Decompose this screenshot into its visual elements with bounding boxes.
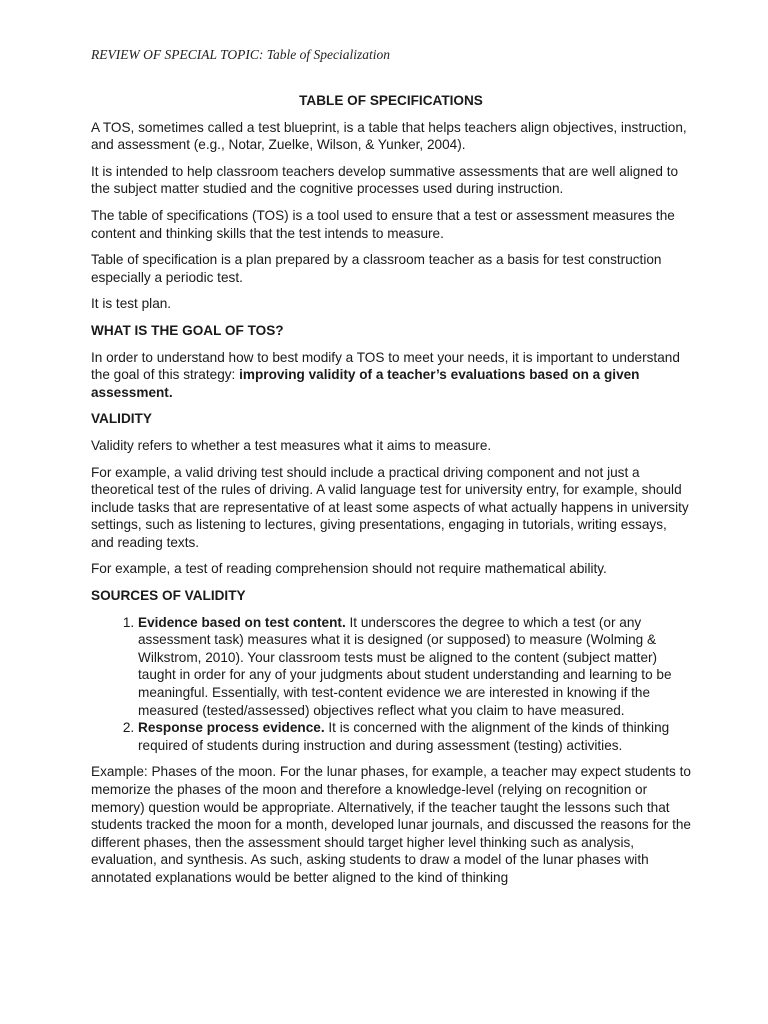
list-item-text: It is concerned with the alignment of the kinds of thinking required of students during instruction and during assessment (testing) activities. <box>138 720 670 753</box>
document-title: TABLE OF SPECIFICATIONS <box>299 93 483 108</box>
sources-heading: SOURCES OF VALIDITY <box>91 588 246 604</box>
intro-paragraph: It is intended to help classroom teachers develop summative assessments that are well aligned to the subject matter studied and the cognitive processes used during instruction. <box>91 163 679 197</box>
intro-paragraph: It is test plan. <box>91 296 172 312</box>
goal-heading: WHAT IS THE GOAL OF TOS? <box>91 322 284 338</box>
list-item-title: Response process evidence. <box>138 720 325 736</box>
example-paragraph: Example: Phases of the moon. For the lunar phases, for example, a teacher may expect students to memorize the phases of the moon and therefore a knowledge-level (relying on recognition or memory) question would be appropriate. Alternatively, if the teacher taught the lessons such that students tracked the moon for a month, developed lunar journals, and discussed the reasons for the different phases, then the assessment should target higher level thinking such as analysis, evaluation, and synthesis. As such, asking students to draw a model of the lunar phases with annotated explanations would be better aligned to the kind of thinking <box>91 764 691 885</box>
validity-heading: VALIDITY <box>91 411 152 427</box>
goal-text: In order to understand how to best modify a TOS to meet your needs, it is important to understand the goal of this strategy: <box>91 349 680 383</box>
intro-paragraph: Table of specification is a plan prepared by a classroom teacher as a basis for test construction especially a periodic test. <box>91 252 662 285</box>
goal-paragraph <box>91 349 691 402</box>
validity-paragraph: Validity refers to whether a test measures what it aims to measure. <box>91 437 492 453</box>
sources-list <box>91 614 691 755</box>
intro-paragraph: A TOS, sometimes called a test blueprint, is a table that helps teachers align objectives, instruction, and assessment (e.g., Notar, Zuelke, Wilson, & Yunker, 2004). <box>91 119 687 153</box>
validity-paragraph: For example, a test of reading comprehension should not require mathematical ability. <box>91 561 607 577</box>
running-header: REVIEW OF SPECIAL TOPIC: Table of Specialization <box>91 47 390 62</box>
list-item-title: Evidence based on test content. <box>138 614 346 630</box>
intro-paragraph: The table of specifications (TOS) is a tool used to ensure that a test or assessment measures the content and thinking skills that the test intends to measure. <box>91 207 675 241</box>
goal-emphasis: improving validity of a teacher’s evaluations based on a given assessment. <box>91 367 640 400</box>
list-item-text: It underscores the degree to which a test (or any assessment task) measures what it is designed (or supposed) to measure (Wolming & Wilkstrom, 2010). Your classroom tests must be aligned to the content (subject matter) taught in order for any of your judgments about student understanding and learning to be meaningful. Essentially, with test-content evidence we are interested in knowing if the measured (tested/assessed) objectives reflect what you claim to have measured. <box>138 614 672 718</box>
document-body <box>91 92 691 896</box>
list-item <box>138 614 691 720</box>
list-item <box>138 719 691 754</box>
validity-paragraph: For example, a valid driving test should include a practical driving component and not just a theoretical test of the rules of driving. A valid language test for university entry, for example, should include tasks that are representative of at least some aspects of what actually happens in university settings, such as listening to lectures, giving presentations, engaging in tutorials, writing essays, and reading texts. <box>91 464 689 550</box>
